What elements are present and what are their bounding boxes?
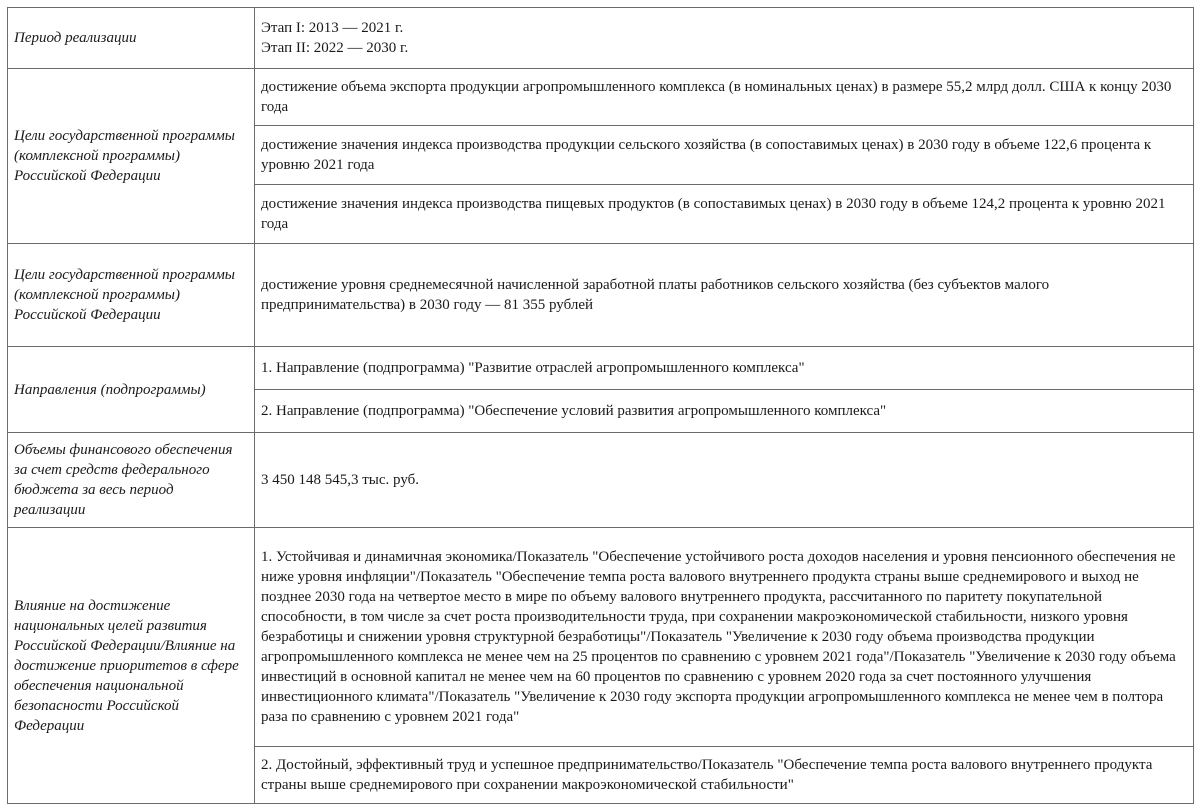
- stage-1-text: Этап I: 2013 — 2021 г.: [261, 20, 404, 36]
- row-value-period: [255, 8, 1194, 69]
- goal-export-text: достижение объема экспорта продукции агропромышленного комплекса (в номинальных ценах) в размере 55,2 млрд долл. США к концу 2030 года: [255, 69, 1194, 126]
- direction-1-text: 1. Направление (подпрограмма) "Развитие отраслей агропромышленного комплекса": [255, 347, 1194, 390]
- table-row: [8, 433, 1194, 528]
- goal-salary-text: достижение уровня среднемесячной начисленной заработной платы работников сельского хозяйства (без субъектов малого предпринимательства) в 2030 году — 81 355 рублей: [255, 244, 1194, 347]
- row-label-period: Период реализации: [8, 8, 255, 69]
- table-row: [8, 69, 1194, 126]
- table-row: [8, 244, 1194, 347]
- direction-2-text: 2. Направление (подпрограмма) "Обеспечение условий развития агропромышленного комплекса": [255, 390, 1194, 433]
- table-row: [8, 347, 1194, 390]
- financing-amount-text: 3 450 148 545,3 тыс. руб.: [255, 433, 1194, 528]
- goal-agri-index-text: достижение значения индекса производства продукции сельского хозяйства (в сопоставимых ценах) в 2030 году в объеме 122,6 процента к уровню 2021 года: [255, 126, 1194, 185]
- table-row: [8, 8, 1194, 69]
- impact-1-text: 1. Устойчивая и динамичная экономика/Показатель "Обеспечение устойчивого роста доходов населения и уровня пенсионного обеспечения не ниже уровня инфляции"/Показатель "Обеспечение темпа роста валового внутреннего продукта страны выше среднемирового и выход не позднее 2030 года на четвертое место в мире по объему валового внутреннего продукта, рассчитанного по паритету покупательной способности, в том числе за счет роста производительности труда, при сохранении макроэкономической стабильности, низкого уровня безработицы и снижении уровня структурной безработицы"/Показатель "Увеличение к 2030 году объема производства продукции агропромышленного комплекса не менее чем на 25 процентов по сравнению с уровнем 2021 года"/Показатель "Увеличение к 2030 году объема инвестиций в основной капитал не менее чем на 60 процентов по сравнению с уровнем 2020 года за счет постоянного улучшения инвестиционного климата"/Показатель "Увеличение к 2030 году экспорта продукции агропромышленного комплекса не менее чем в полтора раза по сравнению с уровнем 2021 года": [255, 528, 1194, 747]
- row-label-financing: Объемы финансового обеспечения за счет средств федерального бюджета за весь период реализации: [8, 433, 255, 528]
- row-label-directions: Направления (подпрограммы): [8, 347, 255, 433]
- program-passport-table: [7, 7, 1194, 804]
- impact-2-text: 2. Достойный, эффективный труд и успешное предпринимательство/Показатель "Обеспечение темпа роста валового внутреннего продукта страны выше среднемирового при сохранении макроэкономической стабильности": [255, 747, 1194, 804]
- row-label-goals-2: Цели государственной программы (комплексной программы) Российской Федерации: [8, 244, 255, 347]
- row-label-impact: Влияние на достижение национальных целей развития Российской Федерации/Влияние на достижение приоритетов в сфере обеспечения национальной безопасности Российской Федерации: [8, 528, 255, 804]
- stage-2-text: Этап II: 2022 — 2030 г.: [261, 40, 409, 56]
- row-label-goals: Цели государственной программы (комплексной программы) Российской Федерации: [8, 69, 255, 244]
- goal-food-index-text: достижение значения индекса производства пищевых продуктов (в сопоставимых ценах) в 2030 году в объеме 124,2 процента к уровню 2021 года: [255, 185, 1194, 244]
- table-row: [8, 528, 1194, 747]
